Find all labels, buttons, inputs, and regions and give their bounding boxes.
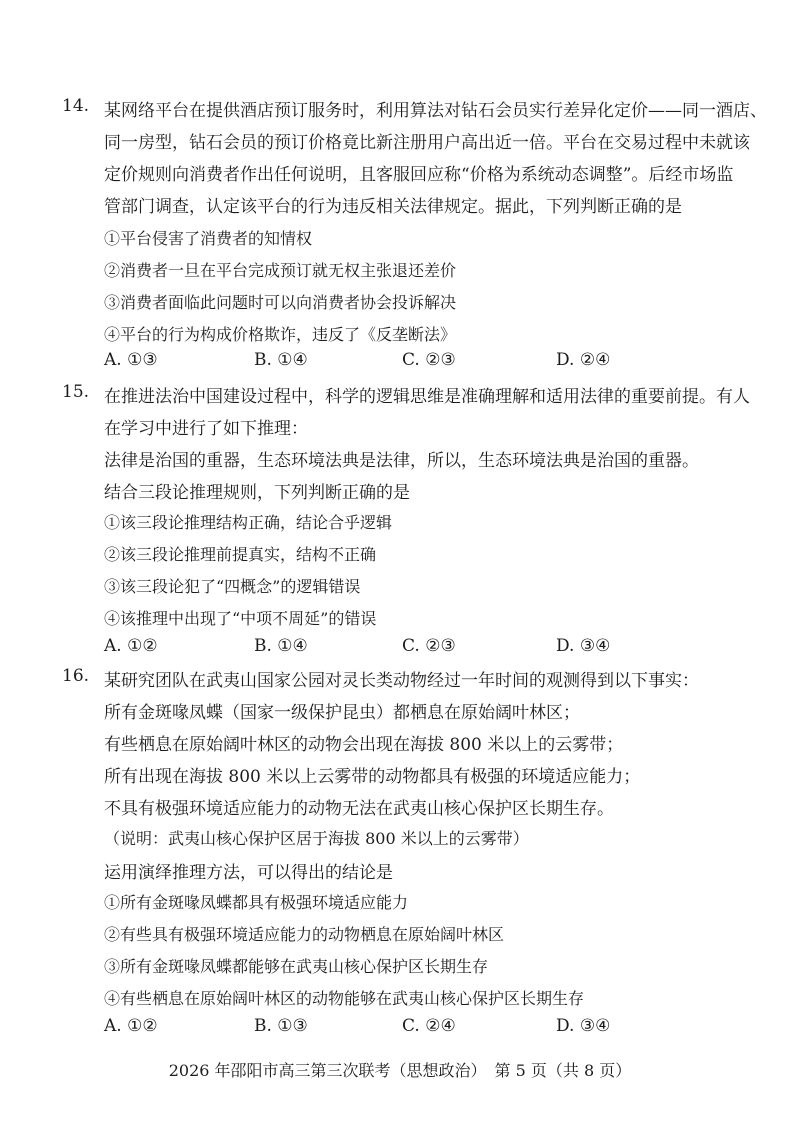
- option-b: B. ①④: [254, 350, 308, 370]
- question-stem-line: 所有金斑喙凤蝶（国家一级保护昆虫）都栖息在原始阔叶林区；: [104, 703, 580, 723]
- option-b: B. ①③: [254, 1016, 308, 1036]
- option-d: D. ③④: [556, 1016, 611, 1036]
- question-stem-line: 在推进法治中国建设过程中，科学的逻辑思维是准确理解和适用法律的重要前提。有人: [104, 387, 750, 407]
- statement: ①所有金斑喙凤蝶都具有极强环境适应能力: [104, 893, 409, 912]
- question-stem-line: 管部门调查，认定该平台的行为违反相关法律规定。据此，下列判断正确的是: [104, 197, 682, 217]
- statement: ②有些具有极强环境适应能力的动物栖息在原始阔叶林区: [104, 925, 505, 944]
- option-c: C. ②④: [402, 1016, 456, 1036]
- question-stem-line: 法律是治国的重器，生态环境法典是法律，所以，生态环境法典是治国的重器。: [104, 451, 699, 471]
- question-stem-line: 运用演绎推理方法，可以得出的结论是: [104, 863, 393, 883]
- option-c: C. ②③: [402, 350, 456, 370]
- option-d: D. ③④: [556, 636, 611, 656]
- question-stem-line: 定价规则向消费者作出任何说明，且客服回应称“价格为系统动态调整”。后经市场监: [104, 165, 734, 185]
- question-stem-line: 某研究团队在武夷山国家公园对灵长类动物经过一年时间的观测得到以下事实：: [104, 671, 699, 691]
- statement: ①平台侵害了消费者的知情权: [104, 229, 313, 248]
- question-stem-line: 某网络平台在提供酒店预订服务时，利用算法对钻石会员实行差异化定价——同一酒店、: [104, 101, 767, 121]
- question-stem-line: 所有出现在海拔 800 米以上云雾带的动物都具有极强的环境适应能力；: [104, 767, 641, 787]
- question-stem-line: 不具有极强环境适应能力的动物无法在武夷山核心保护区长期生存。: [104, 799, 614, 819]
- statement: ③消费者面临此问题时可以向消费者协会投诉解决: [104, 293, 457, 312]
- statement: ②该三段论推理前提真实，结构不正确: [104, 545, 377, 564]
- statement: ③该三段论犯了“四概念”的逻辑错误: [104, 577, 361, 596]
- question-stem-line: 有些栖息在原始阔叶林区的动物会出现在海拔 800 米以上的云雾带；: [104, 735, 624, 755]
- statement: ①该三段论推理结构正确，结论合乎逻辑: [104, 513, 393, 532]
- option-a: A. ①②: [104, 636, 158, 656]
- page-footer: 2026 年邵阳市高三第三次联考（思想政治） 第 5 页（共 8 页）: [168, 1061, 632, 1080]
- option-a: A. ①②: [104, 1016, 158, 1036]
- question-number: 14.: [62, 96, 90, 116]
- statement: ④平台的行为构成价格欺诈，违反了《反垄断法》: [104, 325, 457, 344]
- option-a: A. ①③: [104, 350, 158, 370]
- statement: ②消费者一旦在平台完成预订就无权主张退还差价: [104, 261, 457, 280]
- statement: ③所有金斑喙凤蝶都能够在武夷山核心保护区长期生存: [104, 957, 489, 976]
- option-d: D. ②④: [556, 350, 611, 370]
- question-number: 15.: [62, 382, 90, 402]
- option-b: B. ①④: [254, 636, 308, 656]
- question-stem-line: 同一房型，钻石会员的预订价格竟比新注册用户高出近一倍。平台在交易过程中未就该: [104, 133, 750, 153]
- statement: ④有些栖息在原始阔叶林区的动物能够在武夷山核心保护区长期生存: [104, 989, 585, 1008]
- statement: ④该推理中出现了“中项不周延”的错误: [104, 609, 377, 628]
- question-stem-line: 在学习中进行了如下推理：: [104, 419, 308, 439]
- question-number: 16.: [62, 666, 90, 686]
- question-stem-line: 结合三段论推理规则，下列判断正确的是: [104, 483, 410, 503]
- question-note: （说明：武夷山核心保护区居于海拔 800 米以上的云雾带）: [104, 829, 529, 848]
- option-c: C. ②③: [402, 636, 456, 656]
